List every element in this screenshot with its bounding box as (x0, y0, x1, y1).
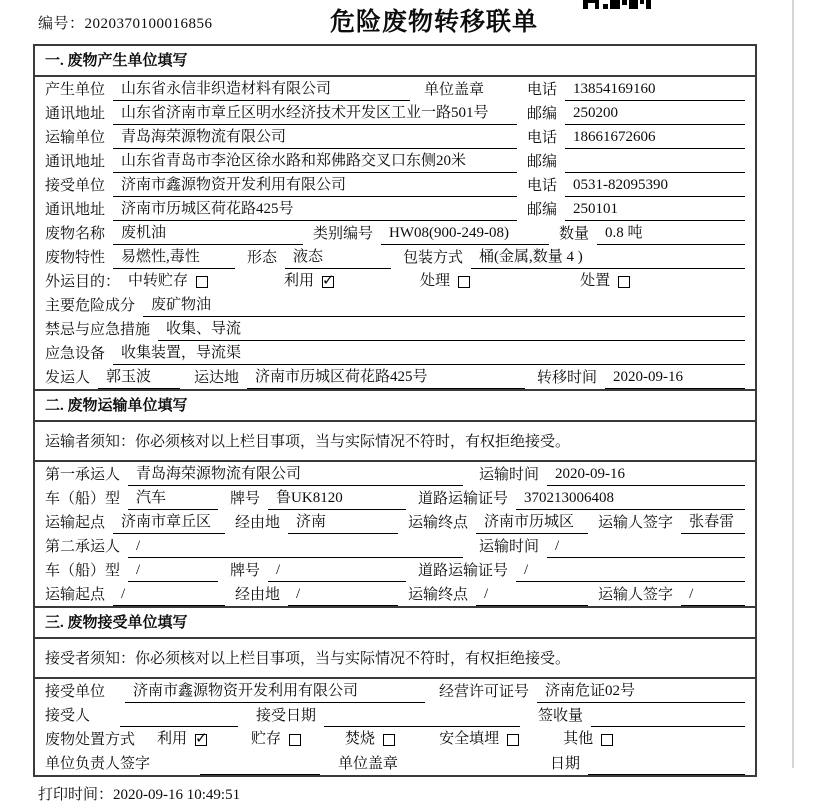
producer-phone-value: 13854169160 (565, 80, 745, 101)
purpose-option-transfer-storage: 中转贮存 (128, 272, 208, 293)
disposal-option-store: 贮存 (251, 730, 301, 751)
purpose-row (35, 269, 755, 293)
route1-row (35, 510, 755, 534)
disposal-option-landfill: 安全填埋 (439, 730, 519, 751)
print-time (38, 783, 796, 804)
vehicle1-row (35, 486, 755, 510)
utilize-checkbox (322, 276, 334, 288)
print-time-value: 2020-09-16 10:49:51 (113, 787, 241, 803)
producer-zip-value: 250200 (565, 104, 745, 125)
plate2-value: / (268, 561, 406, 582)
transporter-address-value: 山东省青岛市李沧区徐水路和郑佛路交叉口东侧20米 (113, 152, 517, 173)
quantity-value: 0.8 吨 (597, 224, 745, 245)
head-sign-value (200, 756, 320, 775)
end-label: 运输终点 (408, 515, 469, 532)
purpose-option-utilize: 利用 ✓ (284, 272, 334, 293)
end-label: 运输终点 (408, 587, 469, 604)
head-sign-label: 单位负责人签字 (45, 756, 151, 773)
shipper-label: 发运人 (45, 370, 91, 387)
receiver-unit-value: 济南市鑫源物资开发利用有限公司 (113, 176, 517, 197)
carrier1-value: 青岛海荣源物流有限公司 (128, 465, 463, 486)
producer-address-row (35, 101, 755, 125)
receiver-address-value: 济南市历城区荷花路425号 (113, 200, 517, 221)
acceptor-row (35, 703, 755, 727)
packing-value: 桶(金属,数量 4 ) (471, 248, 745, 269)
via-label: 经由地 (235, 515, 281, 532)
form-value: 液态 (285, 248, 391, 269)
transporter-zip-value (565, 154, 745, 173)
phone-label: 电话 (527, 178, 558, 195)
license-label: 经营许可证号 (439, 684, 530, 701)
transporter-unit-label: 运输单位 (45, 130, 106, 147)
disposal-other-checkbox (601, 734, 613, 746)
packing-label: 包装方式 (403, 250, 464, 267)
hazard-row (35, 293, 755, 317)
transport-time1-value: 2020-09-16 (547, 465, 745, 486)
carrier1-row (35, 462, 755, 486)
waste-trait-row (35, 245, 755, 269)
receiver-phone-value: 0531-82095390 (565, 176, 745, 197)
doc-number-label: 编号： (38, 16, 85, 32)
vehicle-type1-value: 汽车 (128, 489, 218, 510)
receiver-zip-value: 250101 (565, 200, 745, 221)
destination-value: 济南市历城区荷花路425号 (247, 368, 525, 389)
print-time-label: 打印时间： (38, 787, 114, 803)
disposal-utilize-checkbox (195, 734, 207, 746)
taboo-label: 禁忌与应急措施 (45, 322, 151, 339)
plate1-value: 鲁UK8120 (268, 489, 406, 510)
shipper-value: 郭玉波 (98, 368, 180, 389)
transporter-address-row (35, 149, 755, 173)
disposal-method-label: 废物处置方式 (45, 732, 136, 749)
carrier-sign-label: 运输人签字 (598, 587, 674, 604)
date-value (588, 756, 745, 775)
transfer-time-label: 转移时间 (537, 370, 598, 387)
transporter-unit-value: 青岛海荣源物流有限公司 (113, 128, 517, 149)
hazard-label: 主要危险成分 (45, 298, 136, 315)
receive-unit-row (35, 679, 755, 703)
purpose-option-dispose: 处置 (580, 272, 630, 293)
purpose-option-treat: 处理 (420, 272, 470, 293)
vehicle2-row (35, 558, 755, 582)
producer-unit-label: 产生单位 (45, 82, 106, 99)
receive-unit-value: 济南市鑫源物资开发利用有限公司 (125, 682, 425, 703)
road-cert-label: 道路运输证号 (418, 491, 509, 508)
transport-time2-value: / (547, 537, 745, 558)
end2-value: / (476, 585, 588, 606)
origin2-value: / (113, 585, 225, 606)
shipper-row (35, 365, 755, 389)
disposal-option-other: 其他 (563, 730, 613, 751)
accept-date-label: 接受日期 (256, 708, 317, 725)
transport-time-label: 运输时间 (479, 539, 540, 556)
waste-name-row (35, 221, 755, 245)
end1-value: 济南市历城区 (476, 513, 588, 534)
disposal-option-utilize: 利用 ✓ (157, 730, 207, 751)
waste-name-value: 废机油 (113, 224, 303, 245)
page-title: 危险废物转移联单 (329, 9, 538, 36)
destination-label: 运达地 (194, 370, 240, 387)
head-sign-row (35, 751, 755, 775)
unit-seal-label: 单位盖章 (338, 756, 399, 773)
treat-checkbox (458, 276, 470, 288)
taboo-value: 收集、导流 (158, 320, 745, 341)
disposal-row (35, 727, 755, 751)
equipment-label: 应急设备 (45, 346, 106, 363)
page-edge-line (792, 0, 794, 768)
category-code-label: 类别编号 (313, 226, 374, 243)
transporter-notice: 运输者须知：你必须核对以上栏目事项，当与实际情况不符时，有权拒绝接受。 (35, 422, 755, 462)
zip-label: 邮编 (527, 106, 558, 123)
phone-label: 电话 (527, 82, 558, 99)
carrier-sign-label: 运输人签字 (598, 515, 674, 532)
via-label: 经由地 (235, 587, 281, 604)
form-label: 形态 (247, 250, 278, 267)
carrier-sign2-value: / (681, 585, 745, 606)
zip-label: 邮编 (527, 154, 558, 171)
section-transporter (33, 389, 757, 608)
section-receiver (33, 606, 757, 777)
producer-address-value: 山东省济南市章丘区明水经济技术开发区工业一路501号 (113, 104, 517, 125)
waste-name-label: 废物名称 (45, 226, 106, 243)
transfer-storage-checkbox (196, 276, 208, 288)
road-cert1-value: 370213006408 (516, 489, 745, 510)
transfer-time-value: 2020-09-16 (605, 368, 745, 389)
equipment-value: 收集装置，导流渠 (113, 344, 745, 365)
origin1-value: 济南市章丘区 (113, 513, 225, 534)
road-cert-label: 道路运输证号 (418, 563, 509, 580)
license-value: 济南危证02号 (537, 682, 745, 703)
receiver-unit-label: 接受单位 (45, 178, 106, 195)
disposal-store-checkbox (289, 734, 301, 746)
dispose-checkbox (618, 276, 630, 288)
waste-trait-value: 易燃性,毒性 (113, 248, 235, 269)
origin-label: 运输起点 (45, 515, 106, 532)
road-cert2-value: / (516, 561, 745, 582)
disposal-landfill-checkbox (507, 734, 519, 746)
waste-trait-label: 废物特性 (45, 250, 106, 267)
via2-value: / (288, 585, 398, 606)
phone-label: 电话 (527, 130, 558, 147)
category-code-value: HW08(900-249-08) (381, 224, 549, 245)
purpose-label: 外运目的： (45, 274, 121, 291)
received-qty-value (591, 708, 745, 727)
document-header (0, 0, 796, 44)
acceptor-value (120, 708, 238, 727)
section-producer (33, 44, 757, 391)
vehicle-type2-value: / (128, 561, 218, 582)
plate-label: 牌号 (230, 491, 261, 508)
carrier2-row (35, 534, 755, 558)
receiver-row (35, 173, 755, 197)
equipment-row (35, 341, 755, 365)
carrier2-label: 第二承运人 (45, 539, 121, 556)
carrier1-label: 第一承运人 (45, 467, 121, 484)
receiver-notice: 接受者须知：你必须核对以上栏目事项，当与实际情况不符时，有权拒绝接受。 (35, 639, 755, 679)
accept-date-value (324, 708, 520, 727)
address-label: 通讯地址 (45, 154, 106, 171)
receive-unit-label: 接受单位 (45, 684, 106, 701)
plate-label: 牌号 (230, 563, 261, 580)
producer-row (35, 77, 755, 101)
address-label: 通讯地址 (45, 106, 106, 123)
transporter-row (35, 125, 755, 149)
received-qty-label: 签收量 (538, 708, 584, 725)
vehicle-type-label: 车（船）型 (45, 563, 121, 580)
origin-label: 运输起点 (45, 587, 106, 604)
address-label: 通讯地址 (45, 202, 106, 219)
acceptor-label: 接受人 (45, 708, 91, 725)
doc-number-value: 2020370100016856 (84, 16, 213, 32)
transporter-phone-value: 18661672606 (565, 128, 745, 149)
quantity-label: 数量 (559, 226, 590, 243)
section-receiver-header: 三. 废物接受单位填写 (35, 608, 755, 639)
carrier-sign1-value: 张春雷 (681, 513, 745, 534)
producer-unit-value: 山东省永信非织造材料有限公司 (113, 80, 410, 101)
qr-code-fragment-icon (583, 0, 651, 10)
zip-label: 邮编 (527, 202, 558, 219)
hazard-value: 废矿物油 (143, 296, 745, 317)
taboo-row (35, 317, 755, 341)
receiver-address-row (35, 197, 755, 221)
route2-row (35, 582, 755, 606)
disposal-option-incinerate: 焚烧 (345, 730, 395, 751)
section-producer-header: 一. 废物产生单位填写 (35, 46, 755, 77)
date-label: 日期 (550, 756, 581, 773)
transport-time-label: 运输时间 (479, 467, 540, 484)
unit-seal-label: 单位盖章 (424, 82, 485, 99)
vehicle-type-label: 车（船）型 (45, 491, 121, 508)
section-transporter-header: 二. 废物运输单位填写 (35, 391, 755, 422)
via1-value: 济南 (288, 513, 398, 534)
carrier2-value: / (128, 537, 463, 558)
disposal-incinerate-checkbox (383, 734, 395, 746)
